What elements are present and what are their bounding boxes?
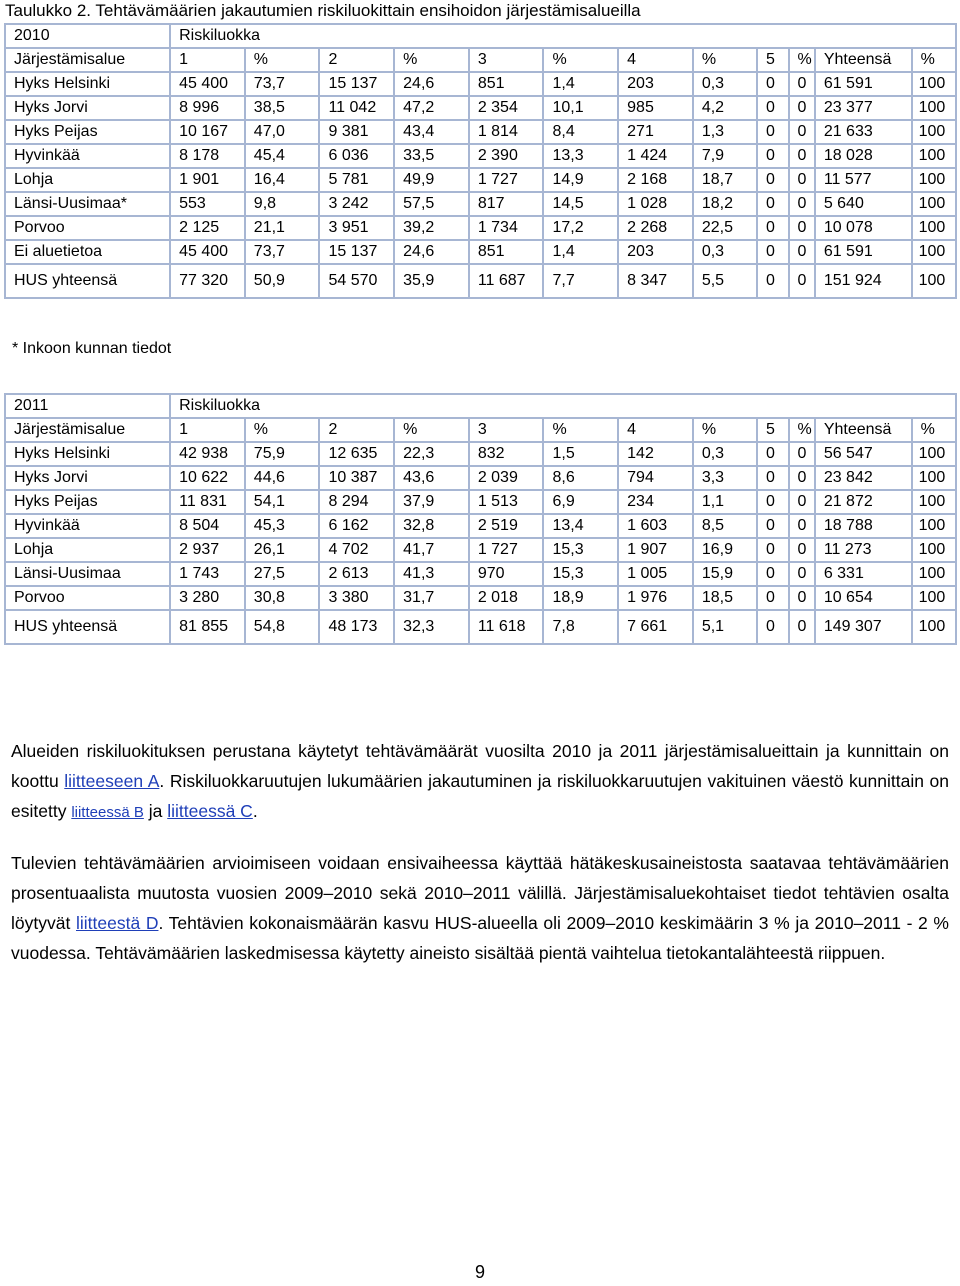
table-total-row [5, 610, 956, 644]
table-cell: 11 042 [319, 96, 394, 120]
column-header: 3 [469, 418, 544, 442]
table-row [5, 96, 956, 120]
table-year: 2010 [5, 24, 170, 48]
table-cell: 30,8 [245, 586, 320, 610]
table-cell: 1 005 [618, 562, 693, 586]
total-cell: 151 924 [815, 264, 912, 298]
table-cell: 12 635 [319, 442, 394, 466]
table-cell: 0 [757, 240, 789, 264]
table-cell: 54,1 [245, 490, 320, 514]
table-cell: 43,6 [394, 466, 469, 490]
table-cell: 10 167 [170, 120, 245, 144]
table-cell: 0 [789, 72, 815, 96]
table-cell: 1,4 [543, 240, 618, 264]
table-row [5, 72, 956, 96]
table-cell: 21 872 [815, 490, 912, 514]
region-name: Hyks Peijas [5, 120, 170, 144]
table-row [5, 192, 956, 216]
risk-class-group-label: Riskiluokka [170, 24, 956, 48]
table-cell: 23 377 [815, 96, 912, 120]
column-header: % [245, 48, 320, 72]
column-header: % [912, 418, 956, 442]
table-cell: 1 028 [618, 192, 693, 216]
table-cell: 10 387 [319, 466, 394, 490]
table-cell: 6,9 [543, 490, 618, 514]
table-cell: 15 137 [319, 240, 394, 264]
column-header: % [543, 48, 618, 72]
table-cell: 851 [469, 240, 544, 264]
column-header: 4 [618, 418, 693, 442]
table-cell: 2 268 [618, 216, 693, 240]
region-name: Porvoo [5, 586, 170, 610]
table-cell: 0 [789, 562, 815, 586]
table-cell: 0 [757, 562, 789, 586]
table-cell: 8 504 [170, 514, 245, 538]
table-cell: 100 [912, 216, 956, 240]
table-cell: 0 [757, 144, 789, 168]
table-cell: 0,3 [693, 442, 757, 466]
table-cell: 1,4 [543, 72, 618, 96]
table-cell: 75,9 [245, 442, 320, 466]
table-cell: 1 727 [469, 168, 544, 192]
column-header: 3 [469, 48, 544, 72]
table-cell: 5 640 [815, 192, 912, 216]
table-cell: 0 [757, 216, 789, 240]
total-cell: 50,9 [245, 264, 320, 298]
table-cell: 8 178 [170, 144, 245, 168]
table-cell: 553 [170, 192, 245, 216]
table-row [5, 216, 956, 240]
table-cell: 1,5 [543, 442, 618, 466]
table-cell: 0,3 [693, 72, 757, 96]
table-cell: 57,5 [394, 192, 469, 216]
region-name: Lohja [5, 538, 170, 562]
column-header: % [394, 418, 469, 442]
paragraph-task-estimation [11, 848, 949, 968]
table-cell: 45,4 [245, 144, 320, 168]
table-cell: 234 [618, 490, 693, 514]
table-cell: 24,6 [394, 240, 469, 264]
total-cell: 149 307 [815, 610, 912, 644]
table-cell: 13,3 [543, 144, 618, 168]
table-cell: 45 400 [170, 240, 245, 264]
table-cell: 0 [757, 72, 789, 96]
paragraph-text: . [252, 801, 258, 821]
table-cell: 15,3 [543, 538, 618, 562]
page-number: 9 [474, 1262, 485, 1282]
table-cell: 3 951 [319, 216, 394, 240]
table-cell: 4 702 [319, 538, 394, 562]
column-header: % [789, 418, 815, 442]
table-cell: 2 354 [469, 96, 544, 120]
appendix-d-link[interactable]: liitteestä D [75, 913, 159, 933]
total-label: HUS yhteensä [5, 610, 170, 644]
appendix-b-link[interactable]: liitteessä B [71, 804, 144, 821]
column-header: 2 [319, 418, 394, 442]
total-cell: 32,3 [394, 610, 469, 644]
risk-table-2010 [4, 23, 957, 299]
paragraph-text: ja [143, 801, 168, 821]
total-cell: 48 173 [319, 610, 394, 644]
table-cell: 0 [757, 96, 789, 120]
table-cell: 985 [618, 96, 693, 120]
table-cell: 2 168 [618, 168, 693, 192]
table-cell: 0 [789, 514, 815, 538]
table-cell: 14,9 [543, 168, 618, 192]
table-cell: 15 137 [319, 72, 394, 96]
table-cell: 100 [912, 442, 956, 466]
table-cell: 45 400 [170, 72, 245, 96]
column-header: 1 [170, 48, 245, 72]
table-cell: 41,3 [394, 562, 469, 586]
table-cell: 100 [912, 72, 956, 96]
paragraph-appendix-references [11, 736, 949, 828]
table-row [5, 240, 956, 264]
total-cell: 0 [789, 610, 815, 644]
table-cell: 1 603 [618, 514, 693, 538]
column-header: Järjestämisalue [5, 48, 170, 72]
table-cell: 32,8 [394, 514, 469, 538]
table-cell: 10,1 [543, 96, 618, 120]
table-cell: 31,7 [394, 586, 469, 610]
table-row [5, 514, 956, 538]
table-cell: 1,3 [693, 120, 757, 144]
table-cell: 3 280 [170, 586, 245, 610]
column-header: % [693, 418, 757, 442]
table-header-row [5, 48, 956, 72]
paragraph-text: . Riskiluokkaruutujen lukumäärien jakautuminen ja riskiluokkaruutujen vakituinen väestö kunnittain on esitetty [11, 771, 949, 821]
paragraph-text: Tulevien tehtävämäärien arvioimiseen voidaan ensivaiheessa käyttää hätäkeskusaineistosta saatavaa tehtävämäärien prosentuaalista muutosta vuosien 2009–2010 sekä 2010–2011 välillä. Järjestämisaluekohtaiset tiedot tehtävien osalta löytyvät [11, 853, 949, 933]
total-cell: 35,9 [394, 264, 469, 298]
table-cell: 3,3 [693, 466, 757, 490]
table-cell: 9,8 [245, 192, 320, 216]
column-header: % [245, 418, 320, 442]
region-name: Hyks Helsinki [5, 72, 170, 96]
table-cell: 970 [469, 562, 544, 586]
table-cell: 0 [757, 192, 789, 216]
table-cell: 13,4 [543, 514, 618, 538]
region-name: Hyvinkää [5, 144, 170, 168]
region-name: Porvoo [5, 216, 170, 240]
table-cell: 8 294 [319, 490, 394, 514]
table-cell: 18,5 [693, 586, 757, 610]
table-cell: 73,7 [245, 72, 320, 96]
table-cell: 22,5 [693, 216, 757, 240]
table-cell: 0 [757, 168, 789, 192]
table-cell: 1,1 [693, 490, 757, 514]
total-cell: 77 320 [170, 264, 245, 298]
table-cell: 22,3 [394, 442, 469, 466]
table-cell: 61 591 [815, 72, 912, 96]
table-cell: 16,9 [693, 538, 757, 562]
table-row [5, 490, 956, 514]
appendix-c-link[interactable]: liitteessä C [167, 801, 253, 821]
table-cell: 0 [789, 120, 815, 144]
table-row [5, 466, 956, 490]
table-cell: 16,4 [245, 168, 320, 192]
paragraph-text: Alueiden riskiluokituksen perustana käytetyt tehtävämäärät vuosilta 2010 ja 2011 järjestämisalueittain ja kunnittain on koottu [11, 741, 949, 791]
table-cell: 0 [789, 168, 815, 192]
table-cell: 0 [789, 586, 815, 610]
table-cell: 41,7 [394, 538, 469, 562]
table-row [5, 562, 956, 586]
table-cell: 5 781 [319, 168, 394, 192]
table-cell: 33,5 [394, 144, 469, 168]
table-cell: 0 [789, 538, 815, 562]
table-row [5, 168, 956, 192]
total-cell: 11 687 [469, 264, 544, 298]
column-header: % [543, 418, 618, 442]
table-cell: 832 [469, 442, 544, 466]
table-cell: 0 [757, 514, 789, 538]
table-cell: 794 [618, 466, 693, 490]
table-cell: 1 513 [469, 490, 544, 514]
total-cell: 100 [912, 264, 956, 298]
table-cell: 6 162 [319, 514, 394, 538]
table-cell: 100 [912, 514, 956, 538]
table-cell: 1 727 [469, 538, 544, 562]
total-cell: 5,5 [693, 264, 757, 298]
table-cell: 142 [618, 442, 693, 466]
table-year: 2011 [5, 394, 170, 418]
table-cell: 18 028 [815, 144, 912, 168]
column-header: % [789, 48, 815, 72]
table-cell: 2 519 [469, 514, 544, 538]
table-cell: 0 [789, 216, 815, 240]
column-header: 5 [757, 48, 789, 72]
table-row [5, 586, 956, 610]
table-cell: 2 613 [319, 562, 394, 586]
table-cell: 1 976 [618, 586, 693, 610]
table-cell: 3 380 [319, 586, 394, 610]
column-header: 2 [319, 48, 394, 72]
region-name: Länsi-Uusimaa* [5, 192, 170, 216]
table-cell: 100 [912, 586, 956, 610]
region-name: Lohja [5, 168, 170, 192]
risk-table-2011 [4, 393, 957, 645]
table-cell: 2 039 [469, 466, 544, 490]
table-cell: 851 [469, 72, 544, 96]
total-cell: 54 570 [319, 264, 394, 298]
table-cell: 7,9 [693, 144, 757, 168]
region-name: Länsi-Uusimaa [5, 562, 170, 586]
table-cell: 100 [912, 192, 956, 216]
table-cell: 10 078 [815, 216, 912, 240]
table-footnote: * Inkoon kunnan tiedot [12, 340, 172, 357]
table-cell: 47,2 [394, 96, 469, 120]
table-cell: 0 [757, 442, 789, 466]
table-cell: 100 [912, 466, 956, 490]
table-cell: 100 [912, 96, 956, 120]
table-cell: 45,3 [245, 514, 320, 538]
table-cell: 18 788 [815, 514, 912, 538]
table-cell: 2 125 [170, 216, 245, 240]
table-cell: 2 390 [469, 144, 544, 168]
table-cell: 42 938 [170, 442, 245, 466]
column-header: % [912, 48, 956, 72]
table-cell: 18,2 [693, 192, 757, 216]
total-cell: 7,7 [543, 264, 618, 298]
table-cell: 15,3 [543, 562, 618, 586]
column-header: 1 [170, 418, 245, 442]
table-cell: 0 [789, 466, 815, 490]
table-cell: 44,6 [245, 466, 320, 490]
table-cell: 0 [757, 490, 789, 514]
table-cell: 8 996 [170, 96, 245, 120]
table-cell: 8,6 [543, 466, 618, 490]
table-cell: 0,3 [693, 240, 757, 264]
column-header: Järjestämisalue [5, 418, 170, 442]
table-cell: 21 633 [815, 120, 912, 144]
table-cell: 73,7 [245, 240, 320, 264]
table-cell: 0 [789, 192, 815, 216]
region-name: Hyks Helsinki [5, 442, 170, 466]
total-cell: 0 [789, 264, 815, 298]
table-cell: 0 [757, 466, 789, 490]
total-label: HUS yhteensä [5, 264, 170, 298]
table-cell: 0 [789, 442, 815, 466]
table-cell: 203 [618, 240, 693, 264]
appendix-a-link[interactable]: liitteeseen A [64, 771, 160, 791]
table-cell: 100 [912, 144, 956, 168]
table-cell: 100 [912, 562, 956, 586]
table-cell: 1 907 [618, 538, 693, 562]
total-cell: 0 [757, 264, 789, 298]
table-cell: 27,5 [245, 562, 320, 586]
table-cell: 61 591 [815, 240, 912, 264]
table-cell: 0 [757, 538, 789, 562]
table-cell: 37,9 [394, 490, 469, 514]
total-cell: 100 [912, 610, 956, 644]
column-header: Yhteensä [815, 418, 912, 442]
table-title-row [5, 24, 956, 48]
total-cell: 0 [757, 610, 789, 644]
table-cell: 38,5 [245, 96, 320, 120]
table-row [5, 538, 956, 562]
total-cell: 11 618 [469, 610, 544, 644]
table-cell: 24,6 [394, 72, 469, 96]
table-cell: 17,2 [543, 216, 618, 240]
table-cell: 26,1 [245, 538, 320, 562]
table-cell: 9 381 [319, 120, 394, 144]
table-cell: 4,2 [693, 96, 757, 120]
table-cell: 39,2 [394, 216, 469, 240]
total-cell: 7 661 [618, 610, 693, 644]
table-cell: 100 [912, 240, 956, 264]
table-cell: 1 734 [469, 216, 544, 240]
table-cell: 14,5 [543, 192, 618, 216]
table-cell: 0 [789, 490, 815, 514]
table-cell: 1 901 [170, 168, 245, 192]
table-cell: 10 654 [815, 586, 912, 610]
column-header: Yhteensä [815, 48, 912, 72]
table-cell: 18,9 [543, 586, 618, 610]
table-cell: 0 [789, 240, 815, 264]
table-cell: 3 242 [319, 192, 394, 216]
table-cell: 1 743 [170, 562, 245, 586]
table-cell: 100 [912, 168, 956, 192]
table-cell: 11 273 [815, 538, 912, 562]
table-cell: 10 622 [170, 466, 245, 490]
table-cell: 1 814 [469, 120, 544, 144]
table-cell: 100 [912, 538, 956, 562]
table-cell: 15,9 [693, 562, 757, 586]
table-cell: 6 331 [815, 562, 912, 586]
table-cell: 2 018 [469, 586, 544, 610]
region-name: Ei aluetietoa [5, 240, 170, 264]
table-cell: 21,1 [245, 216, 320, 240]
total-cell: 81 855 [170, 610, 245, 644]
table-cell: 203 [618, 72, 693, 96]
table-cell: 23 842 [815, 466, 912, 490]
table-cell: 11 577 [815, 168, 912, 192]
table-cell: 0 [757, 120, 789, 144]
table-row [5, 120, 956, 144]
region-name: Hyks Peijas [5, 490, 170, 514]
table-row [5, 442, 956, 466]
table-cell: 0 [789, 96, 815, 120]
table-cell: 8,4 [543, 120, 618, 144]
paragraph-text: . Tehtävien kokonaismäärän kasvu HUS-alueella oli 2009–2010 keskimäärin 3 % ja 2010–2011 - 2 % vuodessa. Tehtävämäärien laskedmisessa käytetty aineisto sisältää pientä vaihtelua tietokantalähteestä riippuen. [11, 913, 949, 963]
table-cell: 100 [912, 120, 956, 144]
table-cell: 0 [789, 144, 815, 168]
table-row [5, 144, 956, 168]
total-cell: 7,8 [543, 610, 618, 644]
table-cell: 0 [757, 586, 789, 610]
table-cell: 100 [912, 490, 956, 514]
table-cell: 49,9 [394, 168, 469, 192]
region-name: Hyks Jorvi [5, 466, 170, 490]
table-cell: 18,7 [693, 168, 757, 192]
table-title-row [5, 394, 956, 418]
table-cell: 817 [469, 192, 544, 216]
total-cell: 54,8 [245, 610, 320, 644]
column-header: 4 [618, 48, 693, 72]
table-cell: 43,4 [394, 120, 469, 144]
table-total-row [5, 264, 956, 298]
table-header-row [5, 418, 956, 442]
region-name: Hyks Jorvi [5, 96, 170, 120]
table-caption: Taulukko 2. Tehtävämäärien jakautumien riskiluokittain ensihoidon järjestämisalueilla [0, 0, 960, 23]
total-cell: 5,1 [693, 610, 757, 644]
table-cell: 47,0 [245, 120, 320, 144]
region-name: Hyvinkää [5, 514, 170, 538]
risk-class-group-label: Riskiluokka [170, 394, 956, 418]
table-cell: 8,5 [693, 514, 757, 538]
column-header: % [693, 48, 757, 72]
table-cell: 56 547 [815, 442, 912, 466]
column-header: 5 [757, 418, 789, 442]
table-cell: 6 036 [319, 144, 394, 168]
table-cell: 1 424 [618, 144, 693, 168]
total-cell: 8 347 [618, 264, 693, 298]
column-header: % [394, 48, 469, 72]
table-cell: 2 937 [170, 538, 245, 562]
table-cell: 271 [618, 120, 693, 144]
table-cell: 11 831 [170, 490, 245, 514]
